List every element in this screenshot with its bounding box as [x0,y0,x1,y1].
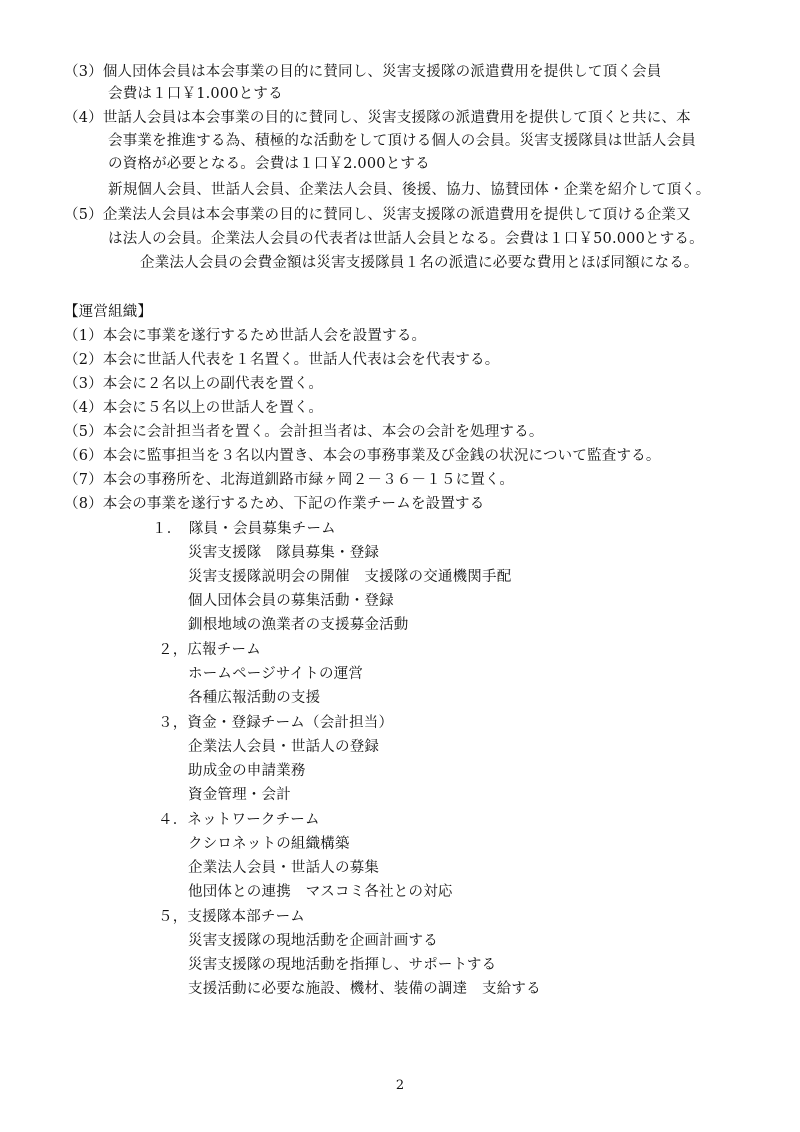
page-number: 2 [395,1078,405,1093]
membership-4-line-2: 会事業を推進する為、積極的な活動をして頂ける個人の会員。災害支援隊員は世話人会員 [108,133,696,149]
team-task: 災害支援隊の現地活動を指揮し、サポートする [188,957,497,973]
team-task: 災害支援隊の現地活動を企画計画する [188,933,438,949]
team-title: ３，資金・登録チーム（会計担当） [158,715,394,731]
team-task: 災害支援隊説明会の開催 支援隊の交通機関手配 [188,569,512,585]
team-task: 他団体との連携 マスコミ各社との対応 [188,884,453,900]
organization-item-1: （1）本会に事業を遂行するため世話人会を設置する。 [64,328,427,344]
team-title: ４．ネットワークチーム [158,812,320,828]
organization-item-4: （4）本会に５名以上の世話人を置く。 [64,400,324,416]
team-task: 釧根地域の漁業者の支援募金活動 [188,617,409,633]
membership-3-line-2: 会費は１口￥1.000とする [108,86,283,102]
organization-item-3: （3）本会に２名以上の副代表を置く。 [64,376,324,392]
membership-4-line-4: 新規個人会員、世話人会員、企業法人会員、後援、協力、協賛団体・企業を紹介して頂く。 [108,182,711,198]
membership-4-line-3: の資格が必要となる。会費は１口￥2.000とする [108,156,430,172]
team-task: 各種広報活動の支援 [188,690,321,706]
team-task: 個人団体会員の募集活動・登録 [188,593,394,609]
membership-3-line-1: （3）個人団体会員は本会事業の目的に賛同し、災害支援隊の派遣費用を提供して頂く会員 [64,64,662,80]
team-task: 助成金の申請業務 [188,763,306,779]
team-task: ホームページサイトの運営 [188,666,364,682]
organization-item-8: （8）本会の事業を遂行するため、下記の作業チームを設置する [64,496,485,512]
membership-5-line-1: （5）企業法人会員は本会事業の目的に賛同し、災害支援隊の派遣費用を提供して頂ける企業又 [64,207,691,223]
organization-item-6: （6）本会に監事担当を３名以内置き、本会の事務事業及び金銭の状況について監査する。 [64,448,661,464]
section-heading-organization: 【運営組織】 [64,304,153,320]
team-task: 企業法人会員・世話人の登録 [188,739,380,755]
team-task: クシロネットの組織構築 [188,836,350,852]
team-task: 支援活動に必要な施設、機材、装備の調達 支給する [188,981,541,997]
organization-item-7: （7）本会の事務所を、北海道釧路市緑ヶ岡２－３６－１５に置く。 [64,472,515,488]
team-title: ５，支援隊本部チーム [158,909,305,925]
membership-5-line-3: 企業法人会員の会費金額は災害支援隊員１名の派遣に必要な費用とほぼ同額になる。 [140,255,699,271]
team-title: ２，広報チーム [158,642,261,658]
team-task: 災害支援隊 隊員募集・登録 [188,545,380,561]
organization-item-5: （5）本会に会計担当者を置く。会計担当者は、本会の会計を処理する。 [64,424,544,440]
team-title: １． 隊員・会員募集チーム [152,521,336,537]
team-task: 資金管理・会計 [188,787,291,803]
organization-item-2: （2）本会に世話人代表を１名置く。世話人代表は会を代表する。 [64,352,500,368]
membership-4-line-1: （4）世話人会員は本会事業の目的に賛同し、災害支援隊の派遣費用を提供して頂くと共に、本 [64,110,691,126]
membership-5-line-2: は法人の会員。企業法人会員の代表者は世話人会員となる。会費は１口￥50.000とする。 [108,231,704,247]
team-task: 企業法人会員・世話人の募集 [188,860,380,876]
